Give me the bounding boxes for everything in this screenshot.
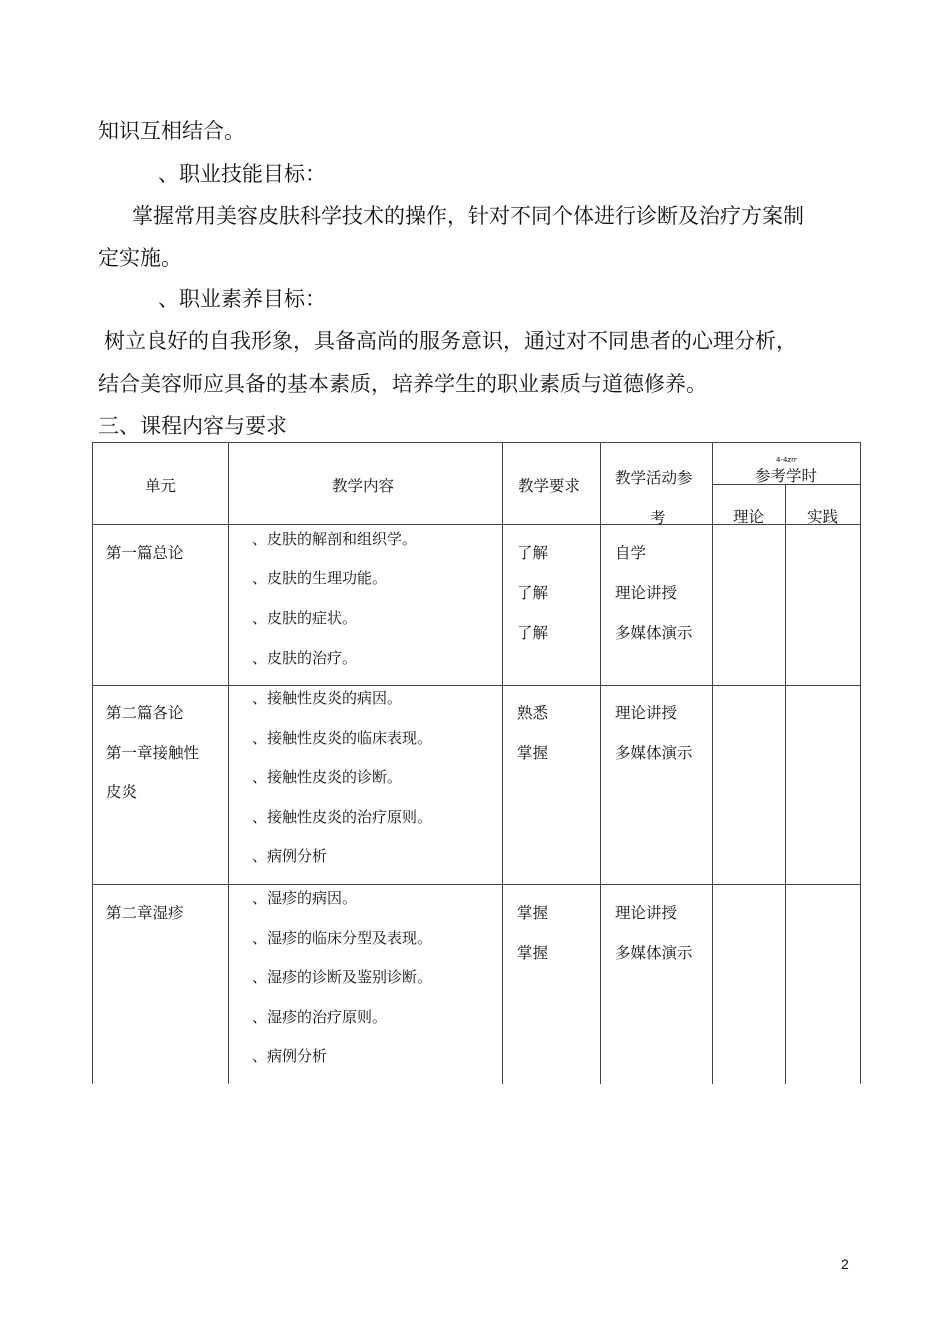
row2-unit: 皮炎 [106, 783, 138, 801]
row3-activity: 多媒体演示 [615, 944, 693, 962]
row2-content-item: 、接触性皮炎的诊断。 [252, 768, 403, 786]
paragraph-line: 树立良好的自我形象，具备高尚的服务意识，通过对不同患者的心理分析， [104, 329, 797, 353]
row2-content-item: 、病例分析 [252, 847, 328, 865]
table-rule [92, 884, 860, 885]
row3-content-item: 、湿疹的病因。 [252, 889, 358, 907]
row3-content-item: 、病例分析 [252, 1047, 328, 1065]
row3-requirement: 掌握 [517, 944, 549, 962]
paragraph-line: 知识互相结合。 [98, 119, 245, 143]
table-rule [712, 442, 713, 1084]
paragraph-line: 掌握常用美容皮肤科学技术的操作，针对不同个体进行诊断及治疗方案制 [132, 204, 804, 228]
header-content: 教学内容 [332, 477, 395, 495]
section-heading-course-content: 三、课程内容与要求 [98, 414, 287, 438]
paragraph-line: 定实施。 [98, 246, 182, 270]
header-unit: 单元 [145, 477, 177, 495]
header-hours: 参考学时 [755, 467, 818, 485]
row1-content-item: 、皮肤的症状。 [252, 609, 358, 627]
table-rule [228, 442, 229, 1084]
row1-content-item: 、皮肤的治疗。 [252, 649, 358, 667]
row1-activity: 多媒体演示 [615, 624, 693, 642]
row3-requirement: 掌握 [517, 904, 549, 922]
row2-content-item: 、接触性皮炎的病因。 [252, 689, 403, 707]
row1-requirement: 了解 [517, 624, 549, 642]
row3-content-item: 、湿疹的诊断及鉴别诊断。 [252, 968, 433, 986]
row2-content-item: 、接触性皮炎的临床表现。 [252, 729, 433, 747]
row1-activity: 自学 [615, 544, 647, 562]
table-rule [502, 442, 503, 1084]
row1-requirement: 了解 [517, 544, 549, 562]
row2-content-item: 、接触性皮炎的治疗原则。 [252, 808, 433, 826]
header-hours-note: 4-4zrr [776, 456, 797, 464]
row2-unit: 第一章接触性 [106, 744, 200, 762]
header-activity-cont: 考 [650, 509, 666, 527]
row1-content-item: 、皮肤的解剖和组织学。 [252, 530, 418, 548]
table-rule [600, 442, 601, 1084]
page-number: 2 [841, 1256, 849, 1272]
table-rule [785, 484, 786, 1084]
section-heading-skills: 、职业技能目标： [158, 162, 326, 186]
header-requirement: 教学要求 [518, 477, 581, 495]
table-rule [92, 685, 860, 686]
row1-requirement: 了解 [517, 584, 549, 602]
table-rule [92, 442, 93, 1084]
row2-activity: 理论讲授 [615, 704, 678, 722]
row2-requirement: 掌握 [517, 744, 549, 762]
row3-unit: 第二章湿疹 [106, 904, 184, 922]
section-heading-quality: 、职业素养目标： [158, 287, 326, 311]
row1-activity: 理论讲授 [615, 584, 678, 602]
table-rule [92, 442, 860, 443]
row3-content-item: 、湿疹的临床分型及表现。 [252, 929, 433, 947]
row1-unit: 第一篇总论 [106, 544, 184, 562]
row1-content-item: 、皮肤的生理功能。 [252, 569, 388, 587]
row3-content-item: 、湿疹的治疗原则。 [252, 1008, 388, 1026]
row2-activity: 多媒体演示 [615, 744, 693, 762]
row2-requirement: 熟悉 [517, 704, 549, 722]
paragraph-line: 结合美容师应具备的基本素质，培养学生的职业素质与道德修养。 [98, 372, 707, 396]
header-activity: 教学活动参 [615, 469, 693, 487]
row3-activity: 理论讲授 [615, 904, 678, 922]
header-theory: 理论 [733, 508, 765, 526]
header-practice: 实践 [807, 508, 839, 526]
row2-unit: 第二篇各论 [106, 704, 184, 722]
table-rule [860, 442, 861, 1084]
